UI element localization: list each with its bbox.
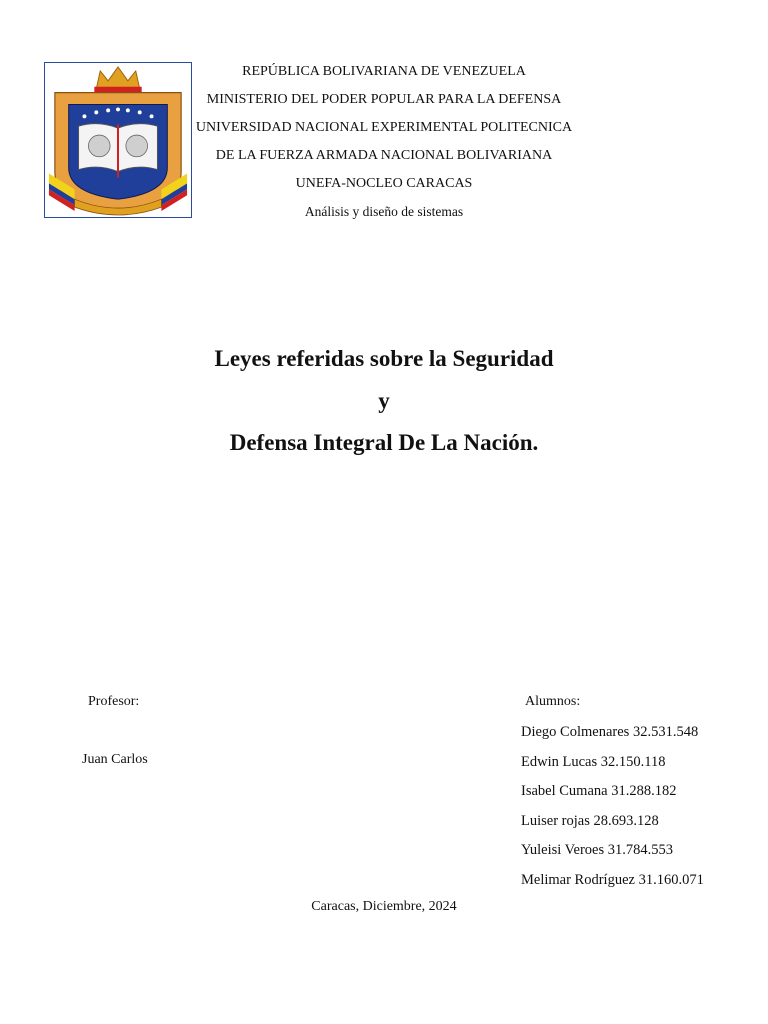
header-line: MINISTERIO DEL PODER POPULAR PARA LA DEFENSA xyxy=(206,92,562,107)
header-subject: Análisis y diseño de sistemas xyxy=(304,204,464,219)
students-label: Alumnos: xyxy=(525,694,581,709)
student-item: Yuleisi Veroes 31.784.553 xyxy=(521,842,673,859)
institution-header xyxy=(0,62,768,230)
header-line: UNEFA-NOCLEO CARACAS xyxy=(295,176,473,191)
place-date: Caracas, Diciembre, 2024 xyxy=(311,899,457,914)
title-line: y xyxy=(378,388,390,413)
header-line: DE LA FUERZA ARMADA NACIONAL BOLIVARIANA xyxy=(215,148,553,163)
student-item: Luiser rojas 28.693.128 xyxy=(521,812,659,829)
student-item: Melimar Rodríguez 31.160.071 xyxy=(521,871,704,888)
header-line: UNIVERSIDAD NACIONAL EXPERIMENTAL POLITECNICA xyxy=(195,120,573,135)
title-line: Defensa Integral De La Nación. xyxy=(229,430,539,455)
title-line: Leyes referidas sobre la Seguridad xyxy=(214,346,554,371)
student-item: Isabel Cumana 31.288.182 xyxy=(521,783,677,800)
professor-label: Profesor: xyxy=(88,694,140,709)
student-item: Diego Colmenares 32.531.548 xyxy=(521,724,699,740)
professor-name: Juan Carlos xyxy=(82,752,148,767)
document-title xyxy=(0,340,768,466)
header-line: REPÚBLICA BOLIVARIANA DE VENEZUELA xyxy=(242,64,526,79)
student-item: Edwin Lucas 32.150.118 xyxy=(521,753,666,770)
students-list xyxy=(521,722,704,900)
